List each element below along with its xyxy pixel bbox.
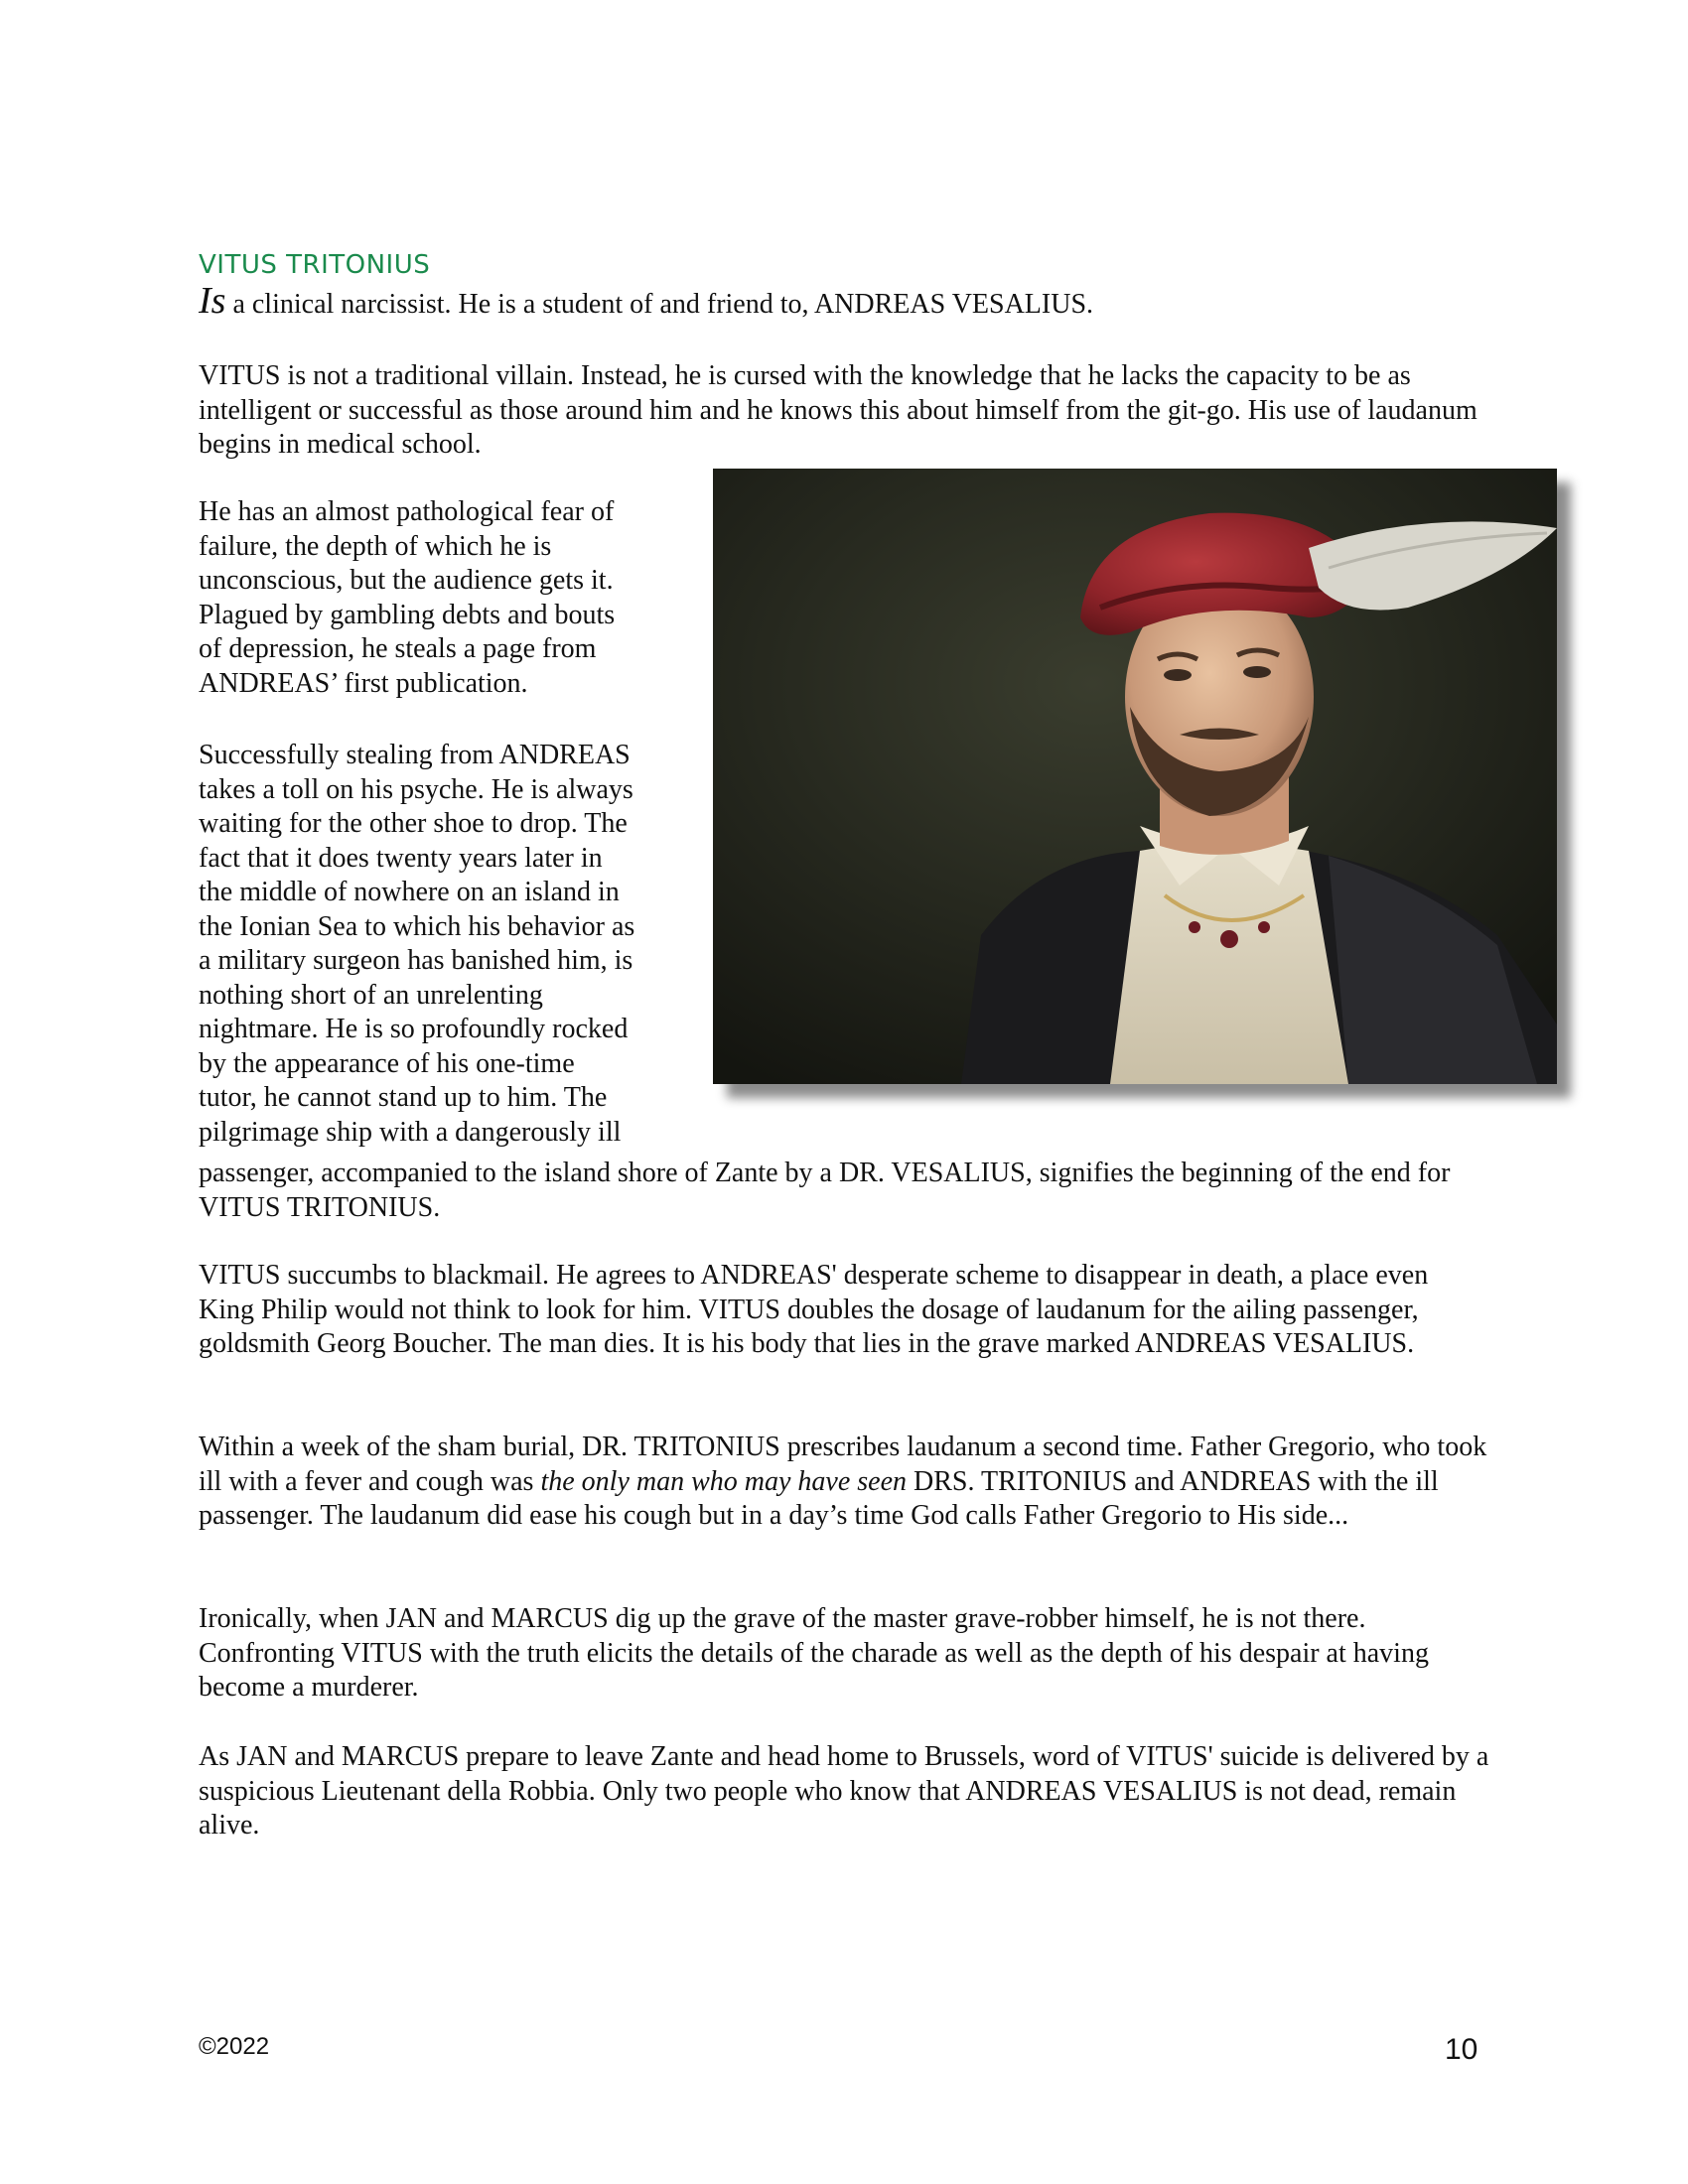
text-segment: Within a week of the sham burial, DR. TRITONIUS prescribes laudanum a second time. Father Gregorio, who took ill with a fever and cough was <box>199 1432 1487 1497</box>
text-line: failure, the depth of which he is <box>199 530 552 562</box>
text-line: a military surgeon has banished him, is <box>199 945 633 976</box>
text-line: He has an almost pathological fear of <box>199 496 615 527</box>
intro-rest: a clinical narcissist. He is a student of and friend to, ANDREAS VESALIUS. <box>225 289 1094 320</box>
text-line: unconscious, but the audience gets it. <box>199 565 614 596</box>
footer-copyright: ©2022 <box>199 2033 270 2060</box>
paragraph-fear <box>199 495 685 701</box>
paragraph-stealing-continued: passenger, accompanied to the island shore of Zante by a DR. VESALIUS, signifies the beginning of the end for VITUS TRITONIUS. <box>199 1158 1451 1223</box>
character-heading: VITUS TRITONIUS <box>199 250 431 280</box>
paragraph-grave: Ironically, when JAN and MARCUS dig up the grave of the master grave-robber himself, he is not there. Confronting VITUS with the truth elicits the details of the charade as well as the depth of his despair at having become a murderer. <box>199 1603 1429 1703</box>
character-portrait-photo <box>713 469 1557 1084</box>
paragraph-blackmail: VITUS succumbs to blackmail. He agrees to ANDREAS' desperate scheme to disappear in death, a place even King Philip would not think to look for him. VITUS doubles the dosage of laudanum for the ailing passenger, goldsmith Georg Boucher. The man dies. It is his body that lies in the grave marked ANDREAS VESALIUS. <box>199 1260 1429 1359</box>
text-line: pilgrimage ship with a dangerously ill <box>199 1116 622 1148</box>
intro-lead: Is <box>199 280 226 322</box>
text-line: waiting for the other shoe to drop. The <box>199 808 628 839</box>
text-line: of depression, he steals a page from <box>199 633 597 664</box>
intro-line <box>199 280 1489 323</box>
text-line: nightmare. He is so profoundly rocked <box>199 1014 629 1044</box>
text-line: by the appearance of his one-time <box>199 1047 575 1079</box>
text-line: tutor, he cannot stand up to him. The <box>199 1082 608 1113</box>
footer-page-number: 10 <box>1445 2033 1478 2066</box>
text-line: the middle of nowhere on an island in <box>199 877 620 907</box>
paragraph-villain: VITUS is not a traditional villain. Instead, he is cursed with the knowledge that he lacks the capacity to be as intelligent or successful as those around him and he knows this about himself from the git-go. His use of laudanum begins in medical school. <box>199 360 1477 460</box>
text-line: the Ionian Sea to which his behavior as <box>199 910 635 942</box>
text-line: Plagued by gambling debts and bouts <box>199 599 616 630</box>
paragraph-suicide: As JAN and MARCUS prepare to leave Zante and head home to Brussels, word of VITUS' suicide is delivered by a suspicious Lieutenant della Robbia. Only two people who know that ANDREAS VESALIUS is not dead, remain alive. <box>199 1741 1489 1841</box>
text-line: fact that it does twenty years later in <box>199 842 603 874</box>
text-line: takes a toll on his psyche. He is always <box>199 773 633 805</box>
italic-segment: the only man who may have seen <box>540 1465 908 1497</box>
paragraph-second-laudanum <box>199 1431 1489 1534</box>
text-segment: DRS. TRITONIUS and ANDREAS with the ill passenger. The laudanum did ease his cough but in a day’s time God calls Father Gregorio to His side... <box>199 1465 1439 1531</box>
text-line: nothing short of an unrelenting <box>199 979 543 1011</box>
text-line: Successfully stealing from ANDREAS <box>199 740 631 770</box>
paragraph-stealing <box>199 739 685 1150</box>
portrait-illustration <box>713 469 1557 1084</box>
text-line: ANDREAS’ first publication. <box>199 667 528 699</box>
